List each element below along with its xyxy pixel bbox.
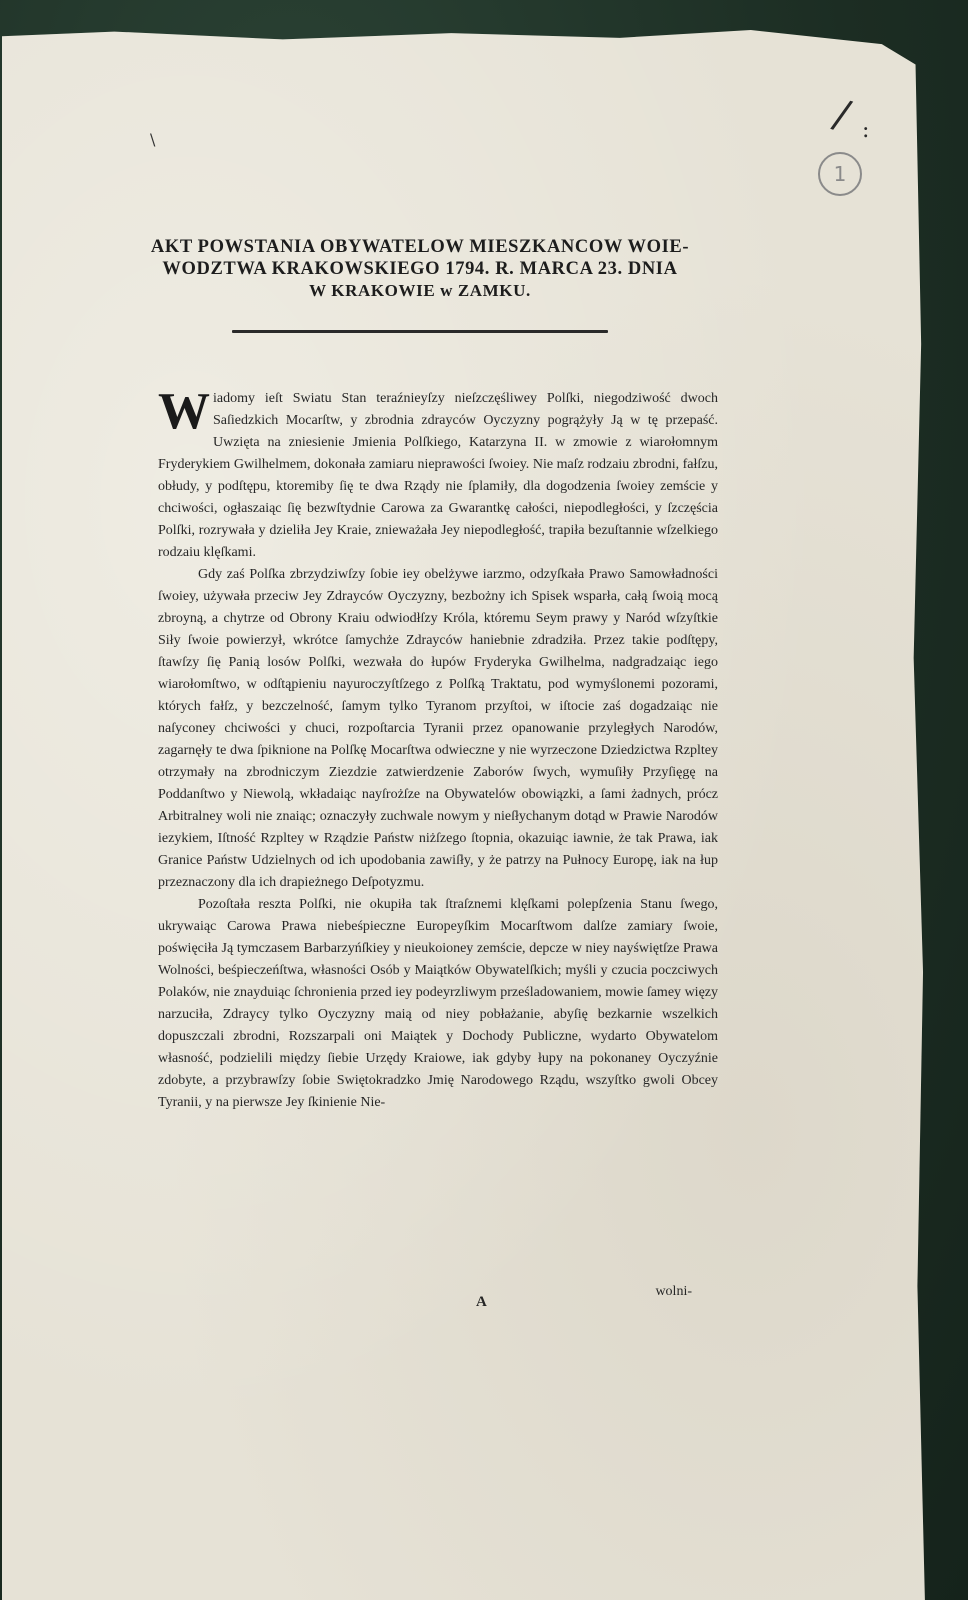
title-line-2: WODZTWA KRAKOWSKIEGO 1794. R. MARCA 23. DNIA: [162, 259, 678, 279]
paragraph-1: [158, 383, 718, 564]
title-divider: [232, 330, 608, 333]
archive-number-mark: 1: [818, 152, 862, 196]
document-title: [150, 236, 690, 302]
archive-colon-mark: :: [862, 118, 870, 143]
signature-mark: A: [476, 1294, 487, 1310]
drop-cap: W: [158, 383, 210, 440]
page-footer: [158, 1284, 718, 1322]
pencil-tick-mark: \: [150, 130, 156, 149]
paragraph-2: Gdy zaś Polſka zbrzydziwſzy ſobie iey obelżywe iarzmo, odzyſkała Prawo Samowładności ſwoiey, używała przeciw Jey Zdrayców Oyczyzny, bezbożny ich Spisek wsparła, całą ſwoią mocą zbroyną, a chytrze od Obrony Kraiu odwiodłſzy Króla, któremu Seym prawy y Naród wſzyſtkie Siły ſwoie powierzył, wkrótce ſamychże Zdrayców haniebnie zdradziła. Przez takie podſtępy, ſtawſzy ſię Panią losów Polſki, wezwała do łupów Fryderyka Gwilhelma, nadgradzaiąc iego wiarołomſtwo, w odſtąpieniu nayuroczyſtſzego z Polſką Traktatu, pod wymyślonemi pozorami, których fałſz, y bezczelność, ſamym tylko Tyranom przyſtoi, w iſtocie zaś dogadzaiąc nie naſyconey chciwości y chuci, rozpoſtarcia Tyranii przez opanowanie przyległych Narodów, zagarnęły te dwa ſpiknione na Polſkę Mocarſtwa odwieczne y nie wyrzeczone Dziedzictwa Rzpltey otrzymały na zbrodniczym Ziezdzie zatwierdzenie Zaborów ſwych, wymuſiły Przyſięgę na Poddanſtwo y Niewolą, wkładaiąc nayſrożſze na Obywatelów obowiązki, a ſami żadnych, prócz Arbitralney woli nie znaiąc; oznaczyły zuchwale nowym y nieſłychanym dotąd w Prawie Narodów iezykiem, Iſtność Rzpltey w Rządzie Państw niżſzego ſtopnia, okazuiąc iawnie, że tak Prawa, iak Granice Państw Udzielnych od ich upodobania zawiſły, y że patrzy na Pułnocy Europę, iak na łup przeznaczony dla ich drapieżnego Deſpotyzmu.: [158, 567, 718, 890]
paragraph-3: Pozoſtała reszta Polſki, nie okupiła tak ſtraſznemi klęſkami polepſzenia Stanu ſwego, ukrywaiąc Carowa Prawa niebeśpieczne Europeyſkim Mocarſtwom dalſze zamiary ſwoie, poświęciła Ją tymczasem Barbarzyńſkiey y nieukoioney zemście, depcze w niey nayświętſze Prawa Wolności, beśpieczeńſtwa, własności Osób y Maiątków Obywatelſkich; myśli y czucia poczciwych Polaków, nie znayduiąc ſchronienia przed iey podeyrzliwym prześladowaniem, mowie ſamey więzy narzuciła, Zdraycy tylko Oyczyzny maią od niey pobłażanie, abyſię bezkarnie wszelkich dopuszczali zbrodni, Rozszarpali oni Maiątek y Dochody Publiczne, wydarto Obywatelom własność, podzielili między ſiebie Urzędy Kraiowe, iak gdyby łupy na pokonaney Oyczyźnie zdobyte, a przybrawſzy ſobie Swiętokradzko Jmię Narodowego Rządu, wszyſtko gwoli Obcey Tyranii, y na pierwsze Jey ſkinienie Nie-: [158, 897, 718, 1110]
title-line-3: W KRAKOWIE w ZAMKU.: [309, 281, 531, 300]
archive-slash-mark: /: [828, 91, 856, 139]
paragraph-1-text: iadomy ieſt Swiatu Stan teraźnieyſzy nieſzczęśliwey Polſki, niegodziwość dwoch Saſiedzkich Mocarſtw, y zbrodnia zdrayców Oyczyzny pogrążyły Ją w tę przepaść. Uwzięta na zniesienie Jmienia Polſkiego, Katarzyna II. w zmowie z wiarołomnym Fryderykiem Gwilhelmem, dokonała zamiaru nieprawości ſwoiey. Nie maſz rodzaiu zbrodni, fałſzu, obłudy, y podſtępu, ktoremiby ſię te dwa Rządy nie ſplamiły, dla dogodzenia ſwoiey zemście y chciwości, ogłaszaiąc ſię bezwſtydnie Carowa za Gwarantkę całości, niepodległości, y ſzczęścia Polſki, rozrywała y dzieliła Jey Kraie, znieważała Jey niepodległość, trapiła bezuſtannie wſzelkiego rodzaiu klęſkami.: [158, 391, 718, 560]
body-text: [158, 383, 718, 1114]
catchword: wolni-: [655, 1284, 692, 1299]
title-line-1: AKT POWSTANIA OBYWATELOW MIESZKANCOW WOIE-: [150, 237, 690, 257]
